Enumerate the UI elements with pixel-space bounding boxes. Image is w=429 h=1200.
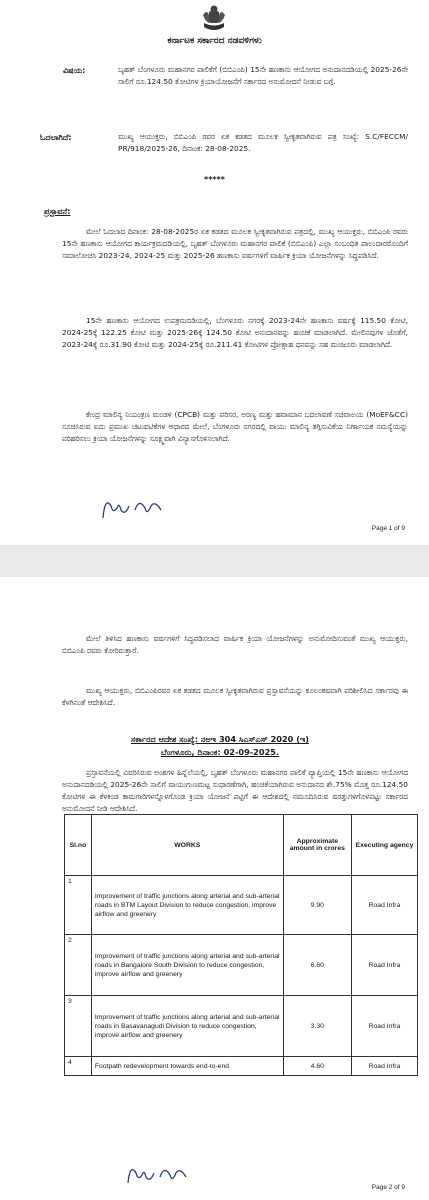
header-agency: Executing agency bbox=[351, 815, 417, 876]
row-work: Improvement of traffic junctions along arterial and sub-arterial roads in Basavanagudi Division to reduce congestion, improve airflow and greenery bbox=[91, 996, 283, 1057]
row-agency: Road Infra bbox=[351, 1057, 417, 1076]
table-row bbox=[65, 876, 418, 935]
signature-image bbox=[95, 488, 175, 528]
row-work: Footpath redevelopment towards end-to-end bbox=[91, 1057, 283, 1076]
header-works: WORKS bbox=[91, 815, 283, 876]
state-emblem-icon bbox=[198, 3, 230, 33]
row-work: Improvement of traffic junctions along arterial and sub-arterial roads in BTM Layout Division to reduce congestion, improve airflow and greenery bbox=[91, 876, 283, 935]
subject-label: ವಿಷಯ: bbox=[63, 66, 86, 75]
row-slno: 1 bbox=[65, 876, 92, 935]
header-slno: Sl.no bbox=[65, 815, 92, 876]
order-date: ಬೆಂಗಳೂರು, ದಿನಾಂಕ: 02-09-2025. bbox=[160, 747, 280, 757]
row-slno: 4 bbox=[65, 1057, 92, 1076]
document-page-2 bbox=[0, 577, 429, 1200]
table-header-row bbox=[65, 815, 418, 876]
preamble-heading: ಪ್ರಸ್ತಾವನೆ: bbox=[44, 207, 71, 216]
row-slno: 3 bbox=[65, 996, 92, 1057]
preamble-paragraph-1: ಮೇಲೆ ಓದಲಾದ ದಿನಾಂಕ: 28-08-2025ರ ಏಕ ಕಡತದ ಮೂಲಕ ಸ್ವೀಕೃತವಾಗಿರುವ ಪತ್ರದಲ್ಲಿ, ಮುಖ್ಯ ಆಯುಕ್ತರು, ಬಿಬಿಎಂಪಿ ರವರು 15ನೇ ಹಣಕಾಸು ಆಯೋಗದ ಕಾರ್ಯಕ್ರಮದಡಿಯಲ್ಲಿ, ಬೃಹತ್ ಬೆಂಗಳೂರು ಮಹಾನಗರ ಪಾಲಿಕೆ (ಬಿಬಿಎಂಪಿ) ಎಲ್ಲಾ ಸಂಬಂಧಿತ ಪಾಲುದಾರರೊಂದಿಗೆ ಸಮಾಲೋಚಿಸಿ 2023-24, 2024-25 ಮತ್ತು 2025-26 ಹಣಕಾಸು ವರ್ಷಗಳಿಗೆ ವಾರ್ಷಿಕ ಕ್ರಿಯಾ ಯೋಜನೆಗಳನ್ನು ಸಿದ್ಧಪಡಿಸಿದೆ. bbox=[62, 227, 408, 260]
page-number: Page 1 of 9 bbox=[371, 525, 405, 532]
table-row bbox=[65, 1057, 418, 1076]
header-amount: Approximate amount in crores bbox=[283, 815, 351, 876]
preamble-paragraph-3: ಕೇಂದ್ರ ಮಾಲಿನ್ಯ ನಿಯಂತ್ರಣ ಮಂಡಳಿ (CPCB) ಮತ್ತು ಪರಿಸರ, ಅರಣ್ಯ ಮತ್ತು ಹವಾಮಾನ ಬದಲಾವಣೆ ಸಚಿವಾಲಯ (MoEF&CC) ಸೂಚಿಸಿರುವ ಐದು ಪ್ರಮುಖ ಚಟುವಟಿಕೆಗಳ ಆಧಾರದ ಮೇಲೆ, ಬೆಂಗಳೂರು ನಗರದಲ್ಲಿ ವಾಯು ಮಾಲಿನ್ಯ ತಗ್ಗಿಸುವಿಕೆಯ ನಿರ್ಣಾಯಕ ಸಮಸ್ಯೆಯನ್ನು ಪರಿಹರಿಸಲು ಕ್ರಿಯಾ ಯೋಜನೆಗಳನ್ನು ಸೂಕ್ಷ್ಮವಾಗಿ ವಿನ್ಯಾಸಗೊಳಿಸಲಾಗಿದೆ. bbox=[62, 410, 408, 443]
signature-image bbox=[120, 1157, 200, 1193]
works-table bbox=[64, 814, 418, 1076]
reference-text: ಮುಖ್ಯ ಆಯುಕ್ತರು, ಬಿಬಿಎಂಪಿ ರವರ ಏಕ ಕಡತದ ಮೂಲಕ ಸ್ವೀಕೃತವಾಗಿರುವ ಪತ್ರ ಸಂಖ್ಯೆ: S.C/FECCM/ PR/918/2025-26, ದಿನಾಂಕ: 28-08-2025. bbox=[118, 132, 408, 153]
page-number: Page 2 of 9 bbox=[371, 1184, 405, 1191]
preamble-paragraph-2: 15ನೇ ಹಣಕಾಸು ಆಯೋಗದ ಉಪಕ್ರಮದಡಿಯಲ್ಲಿ, ಬೆಂಗಳೂರು ನಗರಕ್ಕೆ 2023-24ನೇ ಹಣಕಾಸು ವರ್ಷಕ್ಕೆ 115.50 ಕೋಟಿ, 2024-25ಕ್ಕೆ 122.25 ಕೋಟಿ ಮತ್ತು 2025-26ಕ್ಕೆ 124.50 ಕೋಟಿ ಅನುದಾನವನ್ನು ಹಂಚಿಕೆ ಮಾಡಲಾಗಿದೆ. ಮೇಲಿನವುಗಳ ಜೊತೆಗೆ, 2023-24ಕ್ಕೆ ರೂ.31.90 ಕೋಟಿ ಮತ್ತು 2024-25ಕ್ಕೆ ರೂ.211.41 ಕೋಟಿಗಳ ಪ್ರೋತ್ಸಾಹ ಧನವನ್ನು ಸಹ ಮಂಜೂರು ಮಾಡಲಾಗಿದೆ. bbox=[62, 316, 408, 349]
table-row bbox=[65, 935, 418, 996]
row-work: Improvement of traffic junctions along arterial and sub-arterial roads in Bangalore South Division to reduce congestion, improve airflow and greenery bbox=[91, 935, 283, 996]
page2-paragraph-3: ಪ್ರಸ್ತಾವನೆಯಲ್ಲಿ ವಿವರಿಸಿರುವ ಅಂಶಗಳ ಹಿನ್ನೆಲೆಯಲ್ಲಿ, ಬೃಹತ್ ಬೆಂಗಳೂರು ಮಹಾನಗರ ಪಾಲಿಕೆ ವ್ಯಾಪ್ತಿಯಲ್ಲಿ 15ನೇ ಹಣಕಾಸು ಆಯೋಗದ ಅನುದಾನದಡಿಯಲ್ಲಿ 2025-26ನೇ ಸಾಲಿಗೆ ವಾಯುಗುಣಮಟ್ಟ ಸುಧಾರಣೆಗಾಗಿ, ಹಂಚಿಕೆಯಾಗಿರುವ ಅನುದಾನದ ಶೇ.75% ಮೊತ್ತ ರೂ.124.50 ಕೋಟಿಗಳ ಈ ಕೆಳಕಂಡ ಕಾಮಗಾರಿಗಳನ್ನೊಳಗೊಂಡ ಕ್ರಿಯಾ ಯೋಜನೆ ಪಟ್ಟಿಗೆ ಈ ಆದೇಶದಲ್ಲಿ ನಮೂದಿಸಿರುವ ಷರತ್ತುಗಳಿಗೊಳಪಟ್ಟು ಸರ್ಕಾರದ ಅನುಮೋದನೆ ನೀಡಿ ಆದೇಶಿಸಿದೆ. bbox=[62, 768, 408, 813]
row-amount: 9.90 bbox=[283, 876, 351, 935]
row-agency: Road Infra bbox=[351, 996, 417, 1057]
separator-stars: ***** bbox=[204, 175, 225, 184]
subject-text: ಬೃಹತ್ ಬೆಂಗಳೂರು ಮಹಾನಗರ ಪಾಲಿಕೆಗೆ (ಬಿಬಿಎಂಪಿ) 15ನೇ ಹಣಕಾಸು ಆಯೋಗದ ಅನುದಾನದಡಿಯಲ್ಲಿ 2025-26ನೇ ಸಾಲಿಗೆ ರೂ.124.50 ಕೋಟಿಗಳ ಕ್ರಿಯಾಯೋಜನೆಗೆ ಸರ್ಕಾರದ ಅನುಮೋದನೆ ನೀಡುವ ಬಗ್ಗೆ. bbox=[118, 65, 408, 86]
page2-paragraph-2: ಮುಖ್ಯ ಆಯುಕ್ತರು, ಬಿಬಿಎಂಪಿರವರ ಏಕ ಕಡತದ ಮೂಲಕ ಸ್ವೀಕೃತವಾಗಿರುವ ಪ್ರಸ್ತಾವನೆಯನ್ನು ಕೂಲಂಕಷವಾಗಿ ಪರಿಶೀಲಿಸಿದ ಸರ್ಕಾರವು ಈ ಕೆಳಗಿನಂತೆ ಆದೇಶಿಸಿದೆ. bbox=[62, 686, 408, 707]
row-amount: 4.60 bbox=[283, 1057, 351, 1076]
page2-paragraph-1: ಮೇಲೆ ತಿಳಿಸಿದ ಹಣಕಾಸು ವರ್ಷಗಳಿಗೆ ಸಿದ್ಧಪಡಿಸಲಾದ ವಾರ್ಷಿಕ ಕ್ರಿಯಾ ಯೋಜನೆಗಳನ್ನು ಅನುಮೋದಿಸುವಂತೆ ಮುಖ್ಯ ಆಯುಕ್ತರು, ಬಿಬಿಎಂಪಿ ರವರು ಕೋರಿರುತ್ತಾರೆ. bbox=[62, 634, 408, 655]
row-agency: Road Infra bbox=[351, 876, 417, 935]
order-number: ಸರ್ಕಾರದ ಆದೇಶ ಸಂಖ್ಯೆ: ನಅಇ 304 ಸಿಎಸ್ಎಸ್ 2020 (ಇ) bbox=[130, 734, 310, 744]
row-amount: 6.60 bbox=[283, 935, 351, 996]
reference-label: ಓದಲಾಗಿದೆ: bbox=[40, 133, 72, 142]
row-slno: 2 bbox=[65, 935, 92, 996]
row-agency: Road Infra bbox=[351, 935, 417, 996]
row-amount: 3.30 bbox=[283, 996, 351, 1057]
document-header: ಕರ್ನಾಟಕ ಸರ್ಕಾರದ ನಡವಳಿಗಳು bbox=[167, 36, 262, 46]
document-page-1 bbox=[0, 0, 429, 545]
table-row bbox=[65, 996, 418, 1057]
